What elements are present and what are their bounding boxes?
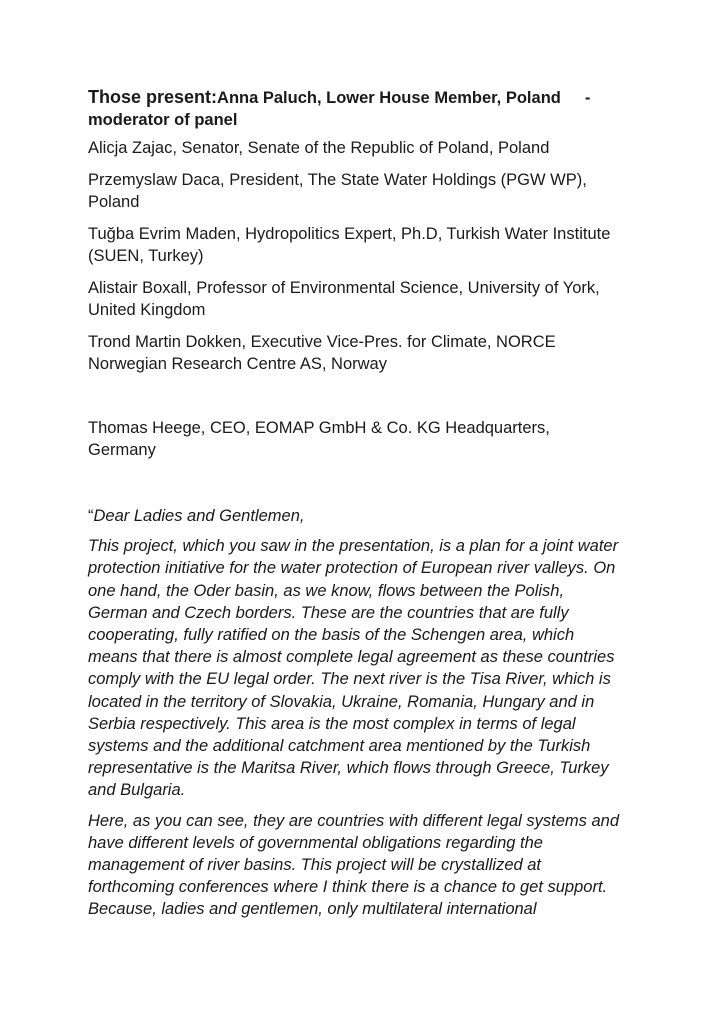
speech-line: German and Czech borders. These are the countries that are fully	[88, 603, 569, 622]
speech-line: systems and the additional catchment area mentioned by the Turkish	[88, 737, 591, 756]
opening-quote: “	[88, 507, 94, 525]
speech-line: means that there is almost complete legal agreement as these countries	[88, 648, 615, 667]
attendee-line: Tuğba Evrim Maden, Hydropolitics Expert, Ph.D, Turkish Water Institute	[88, 225, 611, 243]
attendee-line: Alicja Zajac, Senator, Senate of the Republic of Poland, Poland	[88, 139, 550, 157]
attendee-line: (SUEN, Turkey)	[88, 247, 204, 265]
attendee-line: Poland	[88, 193, 140, 211]
speaker-line: Thomas Heege, CEO, EOMAP GmbH & Co. KG Headquarters,	[88, 419, 550, 437]
attendee-entry	[88, 277, 648, 321]
attendee-line: United Kingdom	[88, 301, 206, 319]
heading-label: Those present:	[88, 87, 218, 107]
attendee-entry	[88, 223, 648, 267]
section-spacer	[88, 385, 648, 417]
speech-line: located in the territory of Slovakia, Ukraine, Romania, Hungary and in	[88, 692, 595, 711]
attendee-entry	[88, 331, 648, 375]
speech-line: Serbia respectively. This area is the most complex in terms of legal	[88, 714, 576, 733]
speech-line: management of river basins. This project will be crystallized at	[88, 856, 542, 875]
speech-line: This project, which you saw in the presentation, is a plan for a joint water	[88, 537, 619, 556]
speaker-entry	[88, 417, 648, 461]
speaker-line: Germany	[88, 441, 156, 459]
speech-line: protection initiative for the water protection of European river valleys. On	[88, 559, 616, 578]
document-page	[88, 86, 648, 929]
speech-line: representative is the Maritsa River, which flows through Greece, Turkey	[88, 759, 609, 778]
speech-salutation	[88, 505, 648, 527]
attendees-heading	[88, 86, 648, 131]
attendee-line: Trond Martin Dokken, Executive Vice-Pres. for Climate, NORCE	[88, 333, 556, 351]
speech-paragraph	[88, 810, 648, 921]
speech-line: one hand, the Oder basin, as we know, flows between the Polish,	[88, 581, 565, 600]
speech-line: cooperating, fully ratified on the basis of the Schengen area, which	[88, 626, 575, 645]
speech-line: Because, ladies and gentlemen, only multilateral international	[88, 900, 537, 919]
attendee-entry	[88, 137, 648, 159]
speech-line: and Bulgaria.	[88, 781, 186, 800]
salutation-text: Dear Ladies and Gentlemen,	[93, 507, 305, 525]
speech-line: comply with the EU legal order. The next river is the Tisa River, which is	[88, 670, 611, 689]
heading-dash: -	[584, 89, 591, 107]
speech-line: Here, as you can see, they are countries with different legal systems and	[88, 811, 620, 830]
attendee-line: Norwegian Research Centre AS, Norway	[88, 355, 387, 373]
attendee-entry	[88, 169, 648, 213]
attendee-line: Przemyslaw Daca, President, The State Water Holdings (PGW WP),	[88, 171, 587, 189]
speech-line: forthcoming conferences where I think there is a chance to get support.	[88, 878, 608, 897]
speech-line: have different levels of governmental obligations regarding the	[88, 833, 543, 852]
attendee-line: Alistair Boxall, Professor of Environmental Science, University of York,	[88, 279, 600, 297]
moderator-name: Anna Paluch, Lower House Member, Poland	[217, 89, 561, 107]
moderator-role: moderator of panel	[88, 111, 238, 129]
speech-paragraph	[88, 535, 648, 801]
section-spacer	[88, 471, 648, 505]
